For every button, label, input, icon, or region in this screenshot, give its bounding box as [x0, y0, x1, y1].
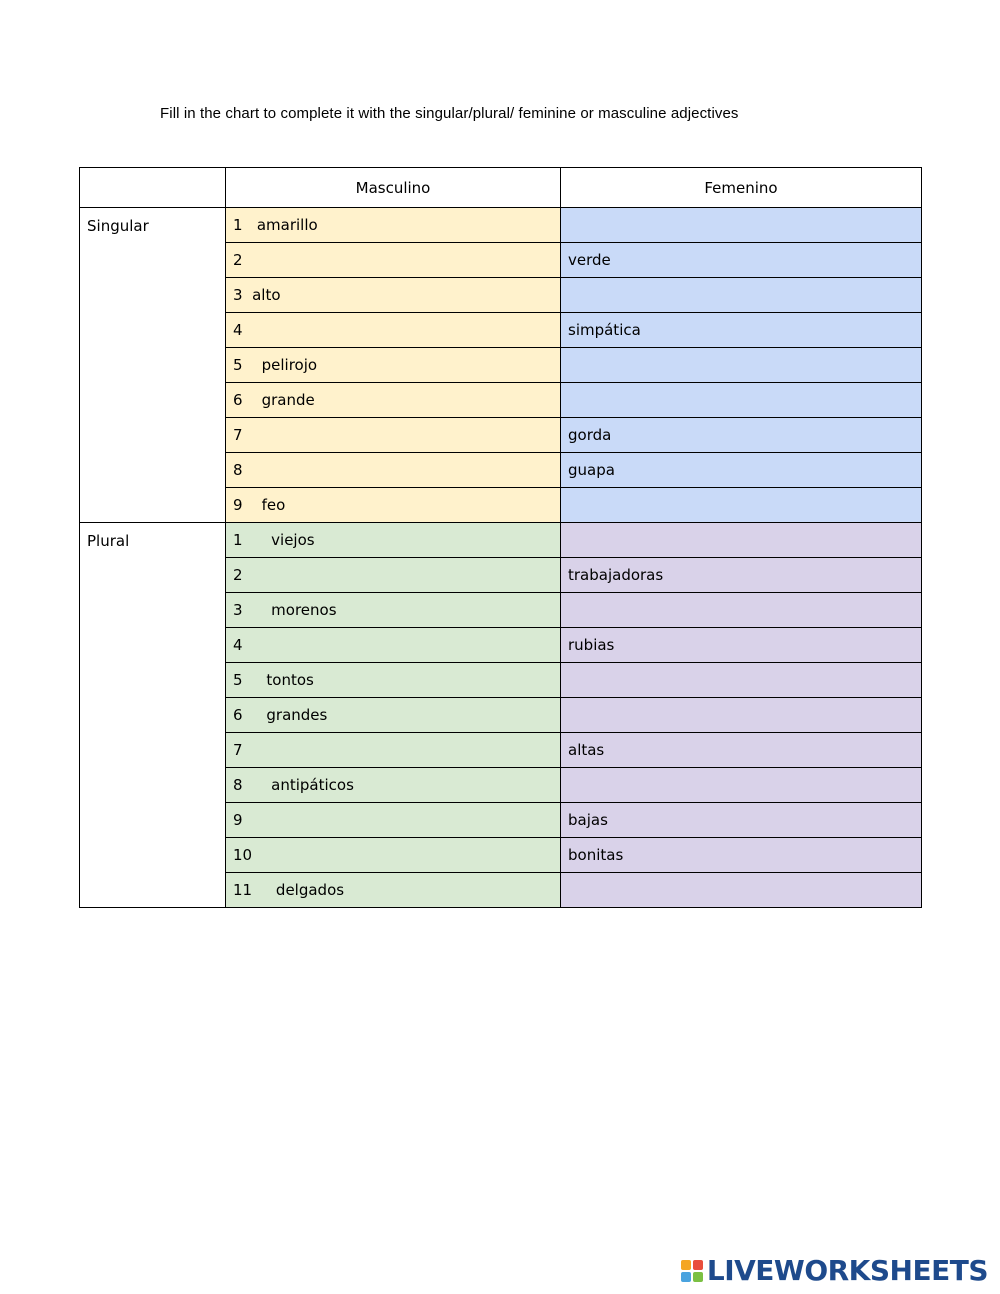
adjectives-chart	[79, 167, 922, 908]
header-masculino: Masculino	[226, 168, 561, 208]
liveworksheets-logo	[681, 1254, 988, 1287]
logo-square-2	[693, 1260, 703, 1270]
singular-femenino-cell: simpática	[561, 313, 922, 348]
plural-masculino-cell: 5 tontos	[226, 663, 561, 698]
singular-femenino-cell[interactable]	[561, 278, 922, 313]
plural-femenino-cell: bonitas	[561, 838, 922, 873]
singular-femenino-cell[interactable]	[561, 383, 922, 418]
plural-masculino-cell: 8 antipáticos	[226, 768, 561, 803]
header-femenino: Femenino	[561, 168, 922, 208]
logo-square-3	[681, 1272, 691, 1282]
singular-femenino-cell: gorda	[561, 418, 922, 453]
plural-femenino-cell[interactable]	[561, 663, 922, 698]
singular-masculino-cell[interactable]: 4	[226, 313, 561, 348]
plural-label: Plural	[80, 523, 226, 908]
plural-femenino-cell[interactable]	[561, 698, 922, 733]
plural-masculino-cell[interactable]: 7	[226, 733, 561, 768]
plural-femenino-cell: bajas	[561, 803, 922, 838]
singular-femenino-cell[interactable]	[561, 488, 922, 523]
singular-masculino-cell: 1 amarillo	[226, 208, 561, 243]
plural-row	[80, 523, 922, 558]
logo-square-4	[693, 1272, 703, 1282]
singular-masculino-cell[interactable]: 8	[226, 453, 561, 488]
plural-femenino-cell[interactable]	[561, 523, 922, 558]
plural-masculino-cell[interactable]: 9	[226, 803, 561, 838]
instructions-text: Fill in the chart to complete it with the singular/plural/ feminine or masculine adjectives	[160, 105, 739, 122]
plural-masculino-cell: 6 grandes	[226, 698, 561, 733]
singular-femenino-cell[interactable]	[561, 348, 922, 383]
plural-femenino-cell: rubias	[561, 628, 922, 663]
plural-femenino-cell: trabajadoras	[561, 558, 922, 593]
singular-masculino-cell: 3 alto	[226, 278, 561, 313]
liveworksheets-logo-icon	[681, 1260, 703, 1282]
singular-masculino-cell[interactable]: 2	[226, 243, 561, 278]
singular-femenino-cell: guapa	[561, 453, 922, 488]
plural-masculino-cell: 11 delgados	[226, 873, 561, 908]
plural-masculino-cell[interactable]: 2	[226, 558, 561, 593]
plural-masculino-cell: 3 morenos	[226, 593, 561, 628]
logo-text: LIVEWORKSHEETS	[706, 1254, 988, 1287]
plural-masculino-cell[interactable]: 10	[226, 838, 561, 873]
singular-masculino-cell: 9 feo	[226, 488, 561, 523]
singular-label: Singular	[80, 208, 226, 523]
logo-square-1	[681, 1260, 691, 1270]
singular-femenino-cell[interactable]	[561, 208, 922, 243]
plural-masculino-cell: 1 viejos	[226, 523, 561, 558]
header-row	[80, 168, 922, 208]
singular-masculino-cell: 5 pelirojo	[226, 348, 561, 383]
singular-masculino-cell[interactable]: 7	[226, 418, 561, 453]
header-blank	[80, 168, 226, 208]
singular-row	[80, 208, 922, 243]
singular-femenino-cell: verde	[561, 243, 922, 278]
plural-femenino-cell: altas	[561, 733, 922, 768]
plural-femenino-cell[interactable]	[561, 593, 922, 628]
singular-masculino-cell: 6 grande	[226, 383, 561, 418]
plural-masculino-cell[interactable]: 4	[226, 628, 561, 663]
plural-femenino-cell[interactable]	[561, 768, 922, 803]
plural-femenino-cell[interactable]	[561, 873, 922, 908]
